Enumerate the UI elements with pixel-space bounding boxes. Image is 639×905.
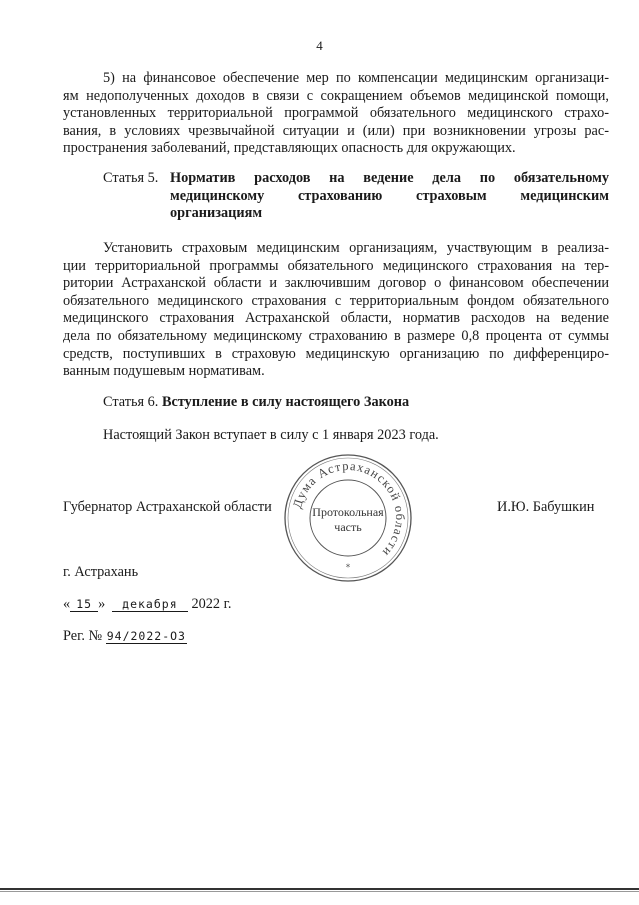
item-5-line: 5) на финансовое обеспечение мер по компенсации медицинским организаци- <box>103 70 609 86</box>
date-year: 2022 г. <box>191 596 232 612</box>
date-close-quote: » <box>98 596 106 612</box>
duma-seal <box>282 452 414 584</box>
registration-line <box>63 628 187 645</box>
article-6-title: Вступление в силу настоящего Закона <box>161 394 410 410</box>
article-5-text-line: ритории Астраханской области и заключившим договор о финансовом обеспечении <box>63 275 609 292</box>
city: г. Астрахань <box>63 564 139 580</box>
date-day: 15 <box>70 597 98 612</box>
item-5-line: ям недополученных доходов в связи с сокращением объемов медицинской помощи, <box>63 87 609 104</box>
item-5-line: пространения заболеваний, представляющих опасность для окружающих. <box>63 140 516 157</box>
date-open-quote: « <box>63 596 71 612</box>
article-5-text-line: средств, поступивших в страховую медицинскую организацию по дифференциро- <box>63 345 609 362</box>
article-5-title-line: медицинскому страхованию страховым медицинским <box>170 187 609 204</box>
registration-number: 94/2022-ОЗ <box>106 629 186 643</box>
article-6-label: Статья 6. <box>103 394 159 410</box>
registration-label: Рег. № <box>63 628 103 644</box>
date-line <box>63 596 231 613</box>
governor-name: И.Ю. Бабушкин <box>497 499 595 515</box>
article-5-text-line: дела по обязательному медицинскому страхованию в размере 0,8 процента от суммы <box>63 327 609 344</box>
article-5-text-line: Установить страховым медицинским организациям, участвующим в реализа- <box>103 240 609 256</box>
page-number: 4 <box>316 38 323 53</box>
date-month: декабря <box>112 597 188 612</box>
article-5-text-line: ванным подушевым нормативам. <box>63 363 265 380</box>
article-5-text-line: ции территориальной программы обязательного медицинского страхования на тер- <box>63 257 609 274</box>
article-5-heading <box>103 170 609 224</box>
seal-center-line2: часть <box>334 520 362 534</box>
item-5-paragraph <box>63 70 609 158</box>
footer-divider-thin <box>0 891 639 892</box>
footer-divider <box>0 888 639 890</box>
item-5-line: вания, в условиях чрезвычайной ситуации и (или) при возникновении угрозы рас- <box>63 122 609 139</box>
article-5-label: Статья 5. <box>103 170 159 186</box>
article-5-text-line: обязательного медицинского страхования с территориальным фондом обязательного <box>63 292 609 309</box>
article-5-text <box>63 240 609 381</box>
seal-center-line1: Протокольная <box>312 505 384 519</box>
seal-ring-text: Дума Астраханской области <box>290 458 408 560</box>
article-5-title-line: Норматив расходов на ведение дела по обязательному <box>170 170 609 186</box>
article-5-title-line: организациям <box>170 205 263 222</box>
seal-star-icon: * <box>345 563 351 573</box>
article-6-heading <box>103 394 409 411</box>
article-6-text: Настоящий Закон вступает в силу с 1 января 2023 года. <box>103 427 439 443</box>
article-5-title <box>170 170 609 223</box>
item-5-line: установленных территориальной программой обязательного медицинского страхо- <box>63 105 609 122</box>
article-5-text-line: медицинского страхования Астраханской области, норматив расходов на ведение <box>63 310 609 327</box>
governor-position: Губернатор Астраханской области <box>63 499 272 515</box>
